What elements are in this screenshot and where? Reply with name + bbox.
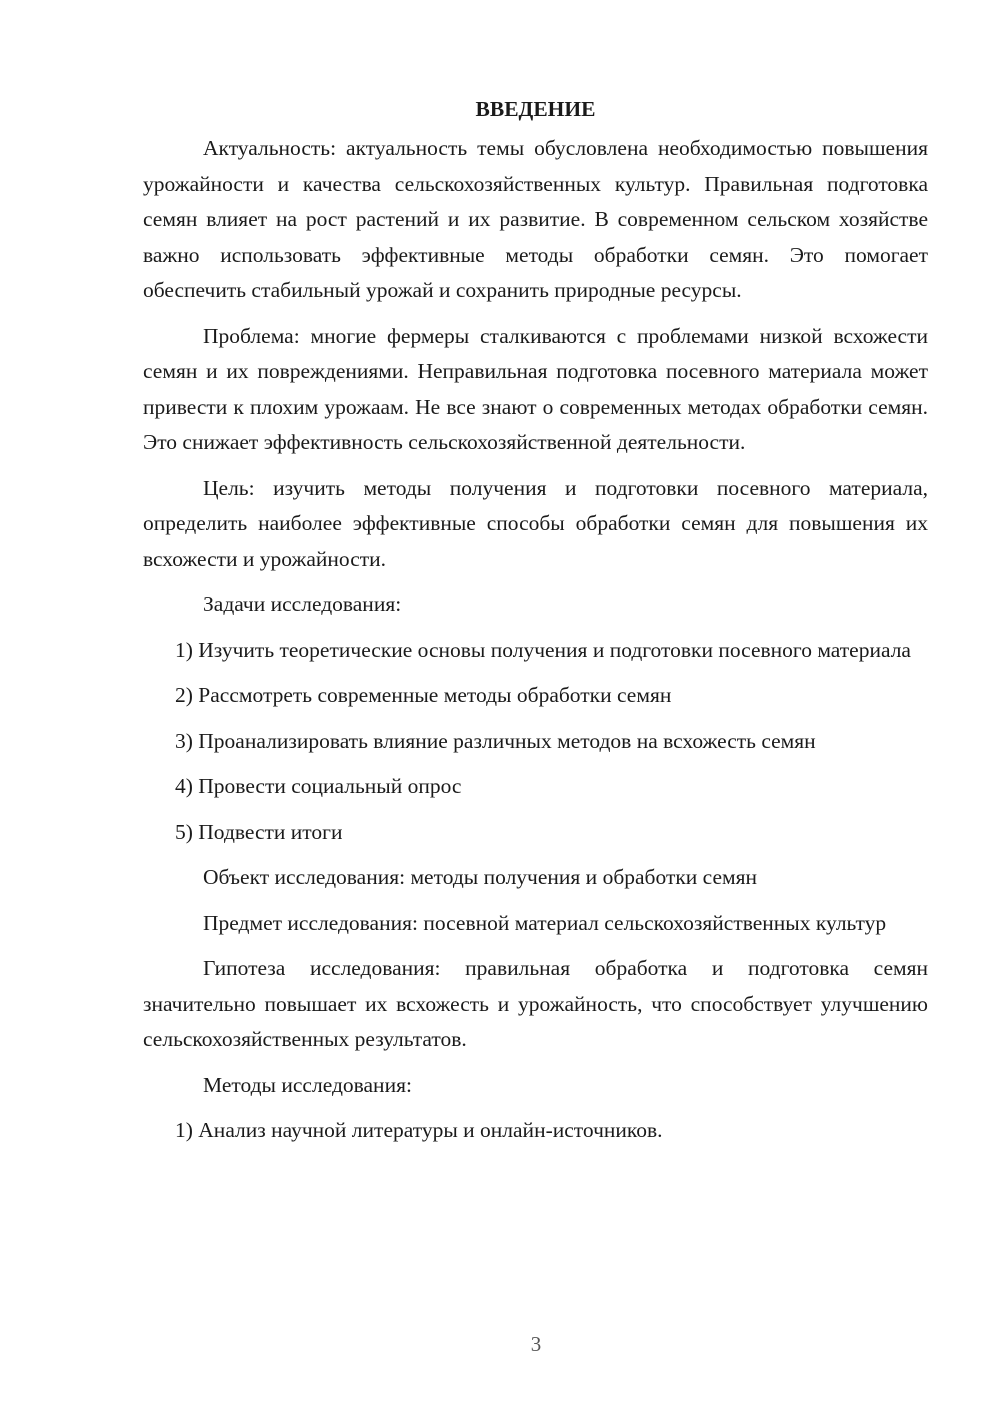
task-item-4: 4) Провести социальный опрос [175,774,462,798]
methods-heading: Методы исследования: [203,1072,412,1097]
page-number: 3 [530,1332,542,1356]
method-item-1: 1) Анализ научной литературы и онлайн-источников. [175,1118,663,1142]
relevance-paragraph: Актуальность: актуальность темы обусловлена необходимостью повышения урожайности и качества сельскохозяйственных культур. Правильная подготовка семян влияет на рост растений и их развитие. В современном сельском хозяйстве важно использовать эффективные методы обработки семян. Это помогает обеспечить стабильный урожай и сохранить природные ресурсы. [143,136,928,302]
object-paragraph: Объект исследования: методы получения и обработки семян [203,865,758,889]
page-title: ВВЕДЕНИЕ [475,97,596,121]
task-item-5: 5) Подвести итоги [175,819,343,844]
problem-paragraph: Проблема: многие фермеры сталкиваются с проблемами низкой всхожести семян и их повреждениями. Неправильная подготовка посевного материала может привести к плохим урожаам. Не все знают о современных методах обработки семян. Это снижает эффективность сельскохозяйственной деятельности. [143,323,928,454]
goal-paragraph: Цель: изучить методы получения и подготовки посевного материала, определить наиболее эффективные способы обработки семян для повышения их всхожести и урожайности. [143,475,928,571]
task-item-3: 3) Проанализировать влияние различных методов на всхожесть семян [175,728,816,753]
document-page [143,92,928,1159]
subject-paragraph: Предмет исследования: посевной материал сельскохозяйственных культур [203,910,887,935]
tasks-heading: Задачи исследования: [203,592,402,616]
task-item-2: 2) Рассмотреть современные методы обработки семян [175,683,672,707]
hypothesis-paragraph: Гипотеза исследования: правильная обработка и подготовка семян значительно повышает их всхожесть и урожайность, что способствует улучшению сельскохозяйственных результатов. [143,956,928,1051]
task-item-1: 1) Изучить теоретические основы получения и подготовки посевного материала [175,637,911,662]
